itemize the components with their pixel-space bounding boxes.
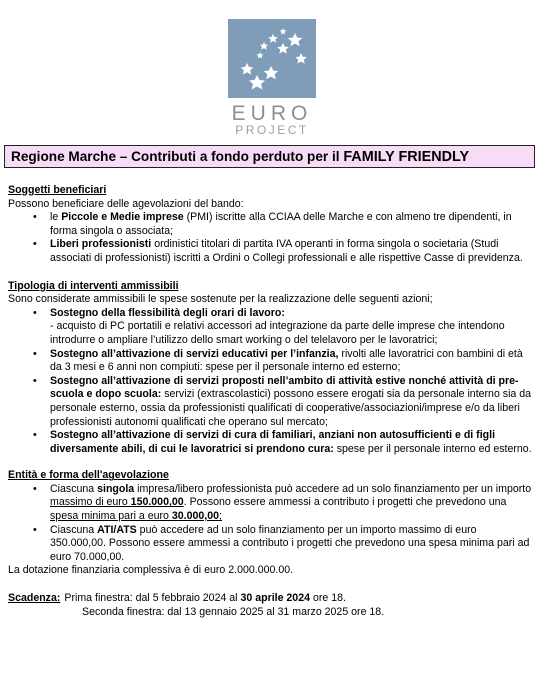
scadenza-date: 30 aprile 2024 [240,592,310,605]
banner-title-prefix: Regione Marche – Contributi a fondo perduto per il [11,149,344,164]
item-text: - acquisto di PC portatili e relativi accessori ad integrazione da parte delle imprese che intendono introdurre o ampliare l’utilizzo dello smart working o del telelavoro per le lavoratrici; [50,320,505,346]
item-bold-text: singola [97,482,135,495]
scadenza-row [8,592,534,606]
item-text: spese per il personale interno ed esterno. [333,442,532,455]
list-item [8,429,534,456]
scadenza-line-2: Seconda finestra: dal 13 gennaio 2025 al 31 marzo 2025 ore 18. [82,605,385,618]
item-text: può accedere ad un solo finanziamento per un importo massimo di euro 350.000,00. Possono essere ammessi a contributo i progetti che prevedono una spesa minima pari ad euro 70.000,00. [50,523,530,563]
item-text: Ciascuna [50,482,98,495]
list-item [8,375,534,429]
tipologia-list [8,307,534,457]
soggetti-intro: Possono beneficiare delle agevolazioni del bando: [8,197,244,210]
soggetti-list [8,211,534,265]
item-bold-text: Sostegno della flessibilità degli orari di lavoro: [50,306,285,319]
list-item [8,524,534,565]
item-text: le [50,211,62,224]
item-bold-text: Liberi professionisti [50,238,152,251]
item-text: rivolti alle lavoratrici con bambini di età da 3 mesi e 6 anni non compiuti: spese per il personale interno ed esterno; [50,347,523,374]
page-title-banner [4,145,535,168]
item-bold-text: Sostegno all’attivazione di servizi educativi per l’infanzia, [50,347,339,360]
logo-euro-text: EURO [231,102,313,125]
entita-list [8,483,534,565]
item-bold-text: Sostegno all’attivazione di servizi proposti nell’ambito di attività estive nonché attività di pre-scuola e dopo scuola: [50,374,519,401]
list-item [8,483,534,524]
banner-title-highlight: FAMILY FRIENDLY [343,149,470,165]
tipologia-intro: Sono considerate ammissibili le spese sostenute per la realizzazione delle seguenti azioni; [8,293,433,306]
logo-stars-emblem [228,19,316,98]
scadenza-label: Scadenza: [8,592,61,605]
list-item [8,307,534,348]
section-title-entita: Entità e forma dell'agevolazione [8,469,169,482]
section-soggetti [8,184,534,266]
stars-icon [228,19,316,98]
euro-project-logo [228,19,316,137]
dotazione-text: La dotazione finanziaria complessiva è di euro 2.000.000.00. [8,564,294,577]
list-item [8,238,534,265]
item-text: impresa/libero professionista può accedere ad un solo finanziamento per un importo [134,482,532,495]
section-title-tipologia: Tipologia di interventi ammissibili [8,279,179,292]
item-bold-text: ATI/ATS [97,523,137,536]
scadenza-text: Prima finestra: dal 5 febbraio 2024 al [64,592,241,605]
scadenza-line-1 [64,592,346,606]
list-item [8,211,534,238]
list-item [8,348,534,375]
section-tipologia [8,280,534,457]
item-text: (PMI) iscritte alla CCIAA delle Marche e con almeno tre dipendenti, in forma singola o associata; [50,211,512,237]
item-text: ; [219,510,222,523]
logo-project-text: PROJECT [235,123,309,137]
item-amount: 30.000,00 [171,510,220,523]
item-underlined-text: massimo di euro [50,496,131,509]
section-title-soggetti: Soggetti beneficiari [8,184,107,196]
item-text: Ciascuna [50,523,98,536]
section-entita [8,469,534,578]
item-text: . Possono essere ammessi a contributo i progetti che prevedono una [183,496,507,509]
scadenza-text: ore 18. [310,592,346,605]
document-body [8,184,534,619]
item-underlined-text: spesa minima pari a euro [50,510,172,523]
section-scadenza [8,592,534,619]
item-bold-text: Sostegno all’attivazione di servizi di cura di familiari, anziani non autosufficienti e di figli diversamente abili, di cui le lavoratrici si prendono cura: [50,429,496,455]
item-bold-text: Piccole e Medie imprese [61,211,184,224]
item-text: ordinistici titolari di partita IVA operanti in forma singola o societaria (Studi associati di professionisti) iscritti a Ordini o Collegi professionali e alle rispettive Casse di previdenza. [50,238,523,264]
item-text: servizi (extrascolastici) possono essere erogati sia da personale interno sia da personale esterno, ossia da professionisti qualificati di cooperative/associazioni/imprese e/o da liberi professionisti autonomi qualificati che operano sul mercato; [50,388,532,428]
item-amount: 150.000,00 [130,496,184,509]
